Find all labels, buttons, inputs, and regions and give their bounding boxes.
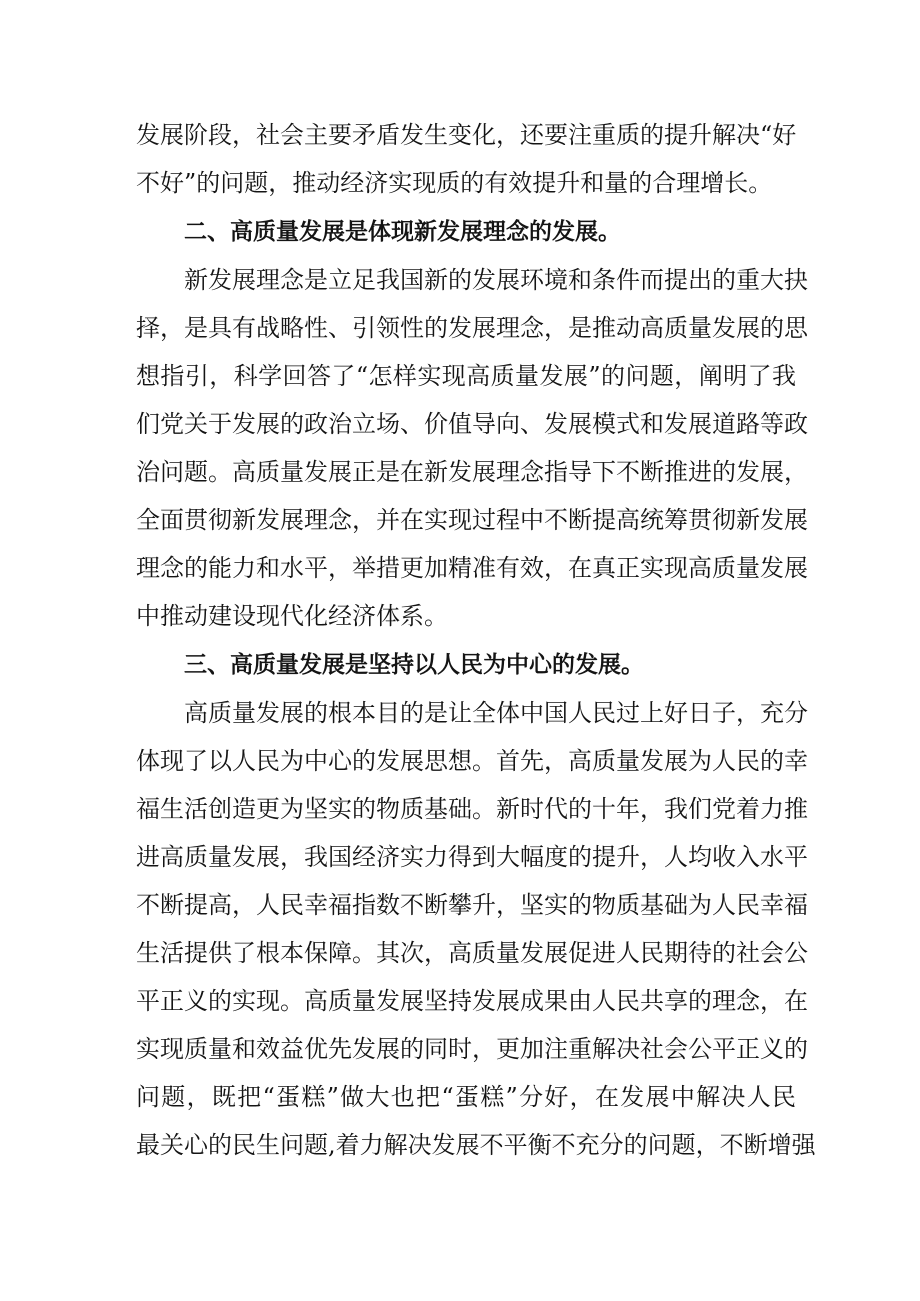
- paragraph-1-line-1: 发展阶段，社会主要矛盾发生变化，还要注重质的提升解决“好: [136, 121, 797, 149]
- section-heading-2: 二、高质量发展是体现新发展理念的发展。: [184, 219, 621, 245]
- paragraph-2-line-2: 择，是具有战略性、引领性的发展理念，是推动高质量发展的思: [136, 314, 808, 342]
- paragraph-2-line-4: 们党关于发展的政治立场、价值导向、发展模式和发展道路等政: [136, 410, 808, 438]
- paragraph-3-line-7: 平正义的实现。高质量发展坚持发展成果由人民共享的理念，在: [136, 987, 808, 1015]
- paragraph-2-line-7: 理念的能力和水平，举措更加精准有效，在真正实现高质量发展: [136, 554, 808, 582]
- paragraph-1-line-2: 不好”的问题，推动经济实现质的有效提升和量的合理增长。: [136, 169, 773, 197]
- paragraph-3-line-1: 高质量发展的根本目的是让全体中国人民过上好日子，充分: [184, 699, 808, 727]
- paragraph-2-line-5: 治问题。高质量发展正是在新发展理念指导下不断推进的发展，: [136, 458, 808, 486]
- paragraph-3-line-3: 福生活创造更为坚实的物质基础。新时代的十年，我们党着力推: [136, 795, 808, 823]
- section-heading-3: 三、高质量发展是坚持以人民为中心的发展。: [184, 652, 644, 678]
- paragraph-3-line-10: 最关心的民生问题,着力解决发展不平衡不充分的问题，不断增强: [136, 1131, 816, 1159]
- paragraph-2-line-1: 新发展理念是立足我国新的发展环境和条件而提出的重大抉: [184, 266, 808, 294]
- paragraph-3-line-9: 问题，既把“蛋糕”做大也把“蛋糕”分好，在发展中解决人民: [136, 1083, 796, 1111]
- paragraph-3-line-6: 生活提供了根本保障。其次，高质量发展促进人民期待的社会公: [136, 939, 808, 967]
- paragraph-3-line-8: 实现质量和效益优先发展的同时，更加注重解决社会公平正义的: [136, 1035, 808, 1063]
- paragraph-3-line-2: 体现了以人民为中心的发展思想。首先，高质量发展为人民的幸: [136, 747, 808, 775]
- paragraph-3-line-4: 进高质量发展，我国经济实力得到大幅度的提升，人均收入水平: [136, 843, 808, 871]
- paragraph-2-line-6: 全面贯彻新发展理念，并在实现过程中不断提高统筹贯彻新发展: [136, 506, 808, 534]
- paragraph-3-line-5: 不断提高，人民幸福指数不断攀升，坚实的物质基础为人民幸福: [136, 891, 808, 919]
- paragraph-2-line-3: 想指引，科学回答了“怎样实现高质量发展”的问题，阐明了我: [136, 362, 796, 390]
- paragraph-2-line-8: 中推动建设现代化经济体系。: [136, 602, 448, 630]
